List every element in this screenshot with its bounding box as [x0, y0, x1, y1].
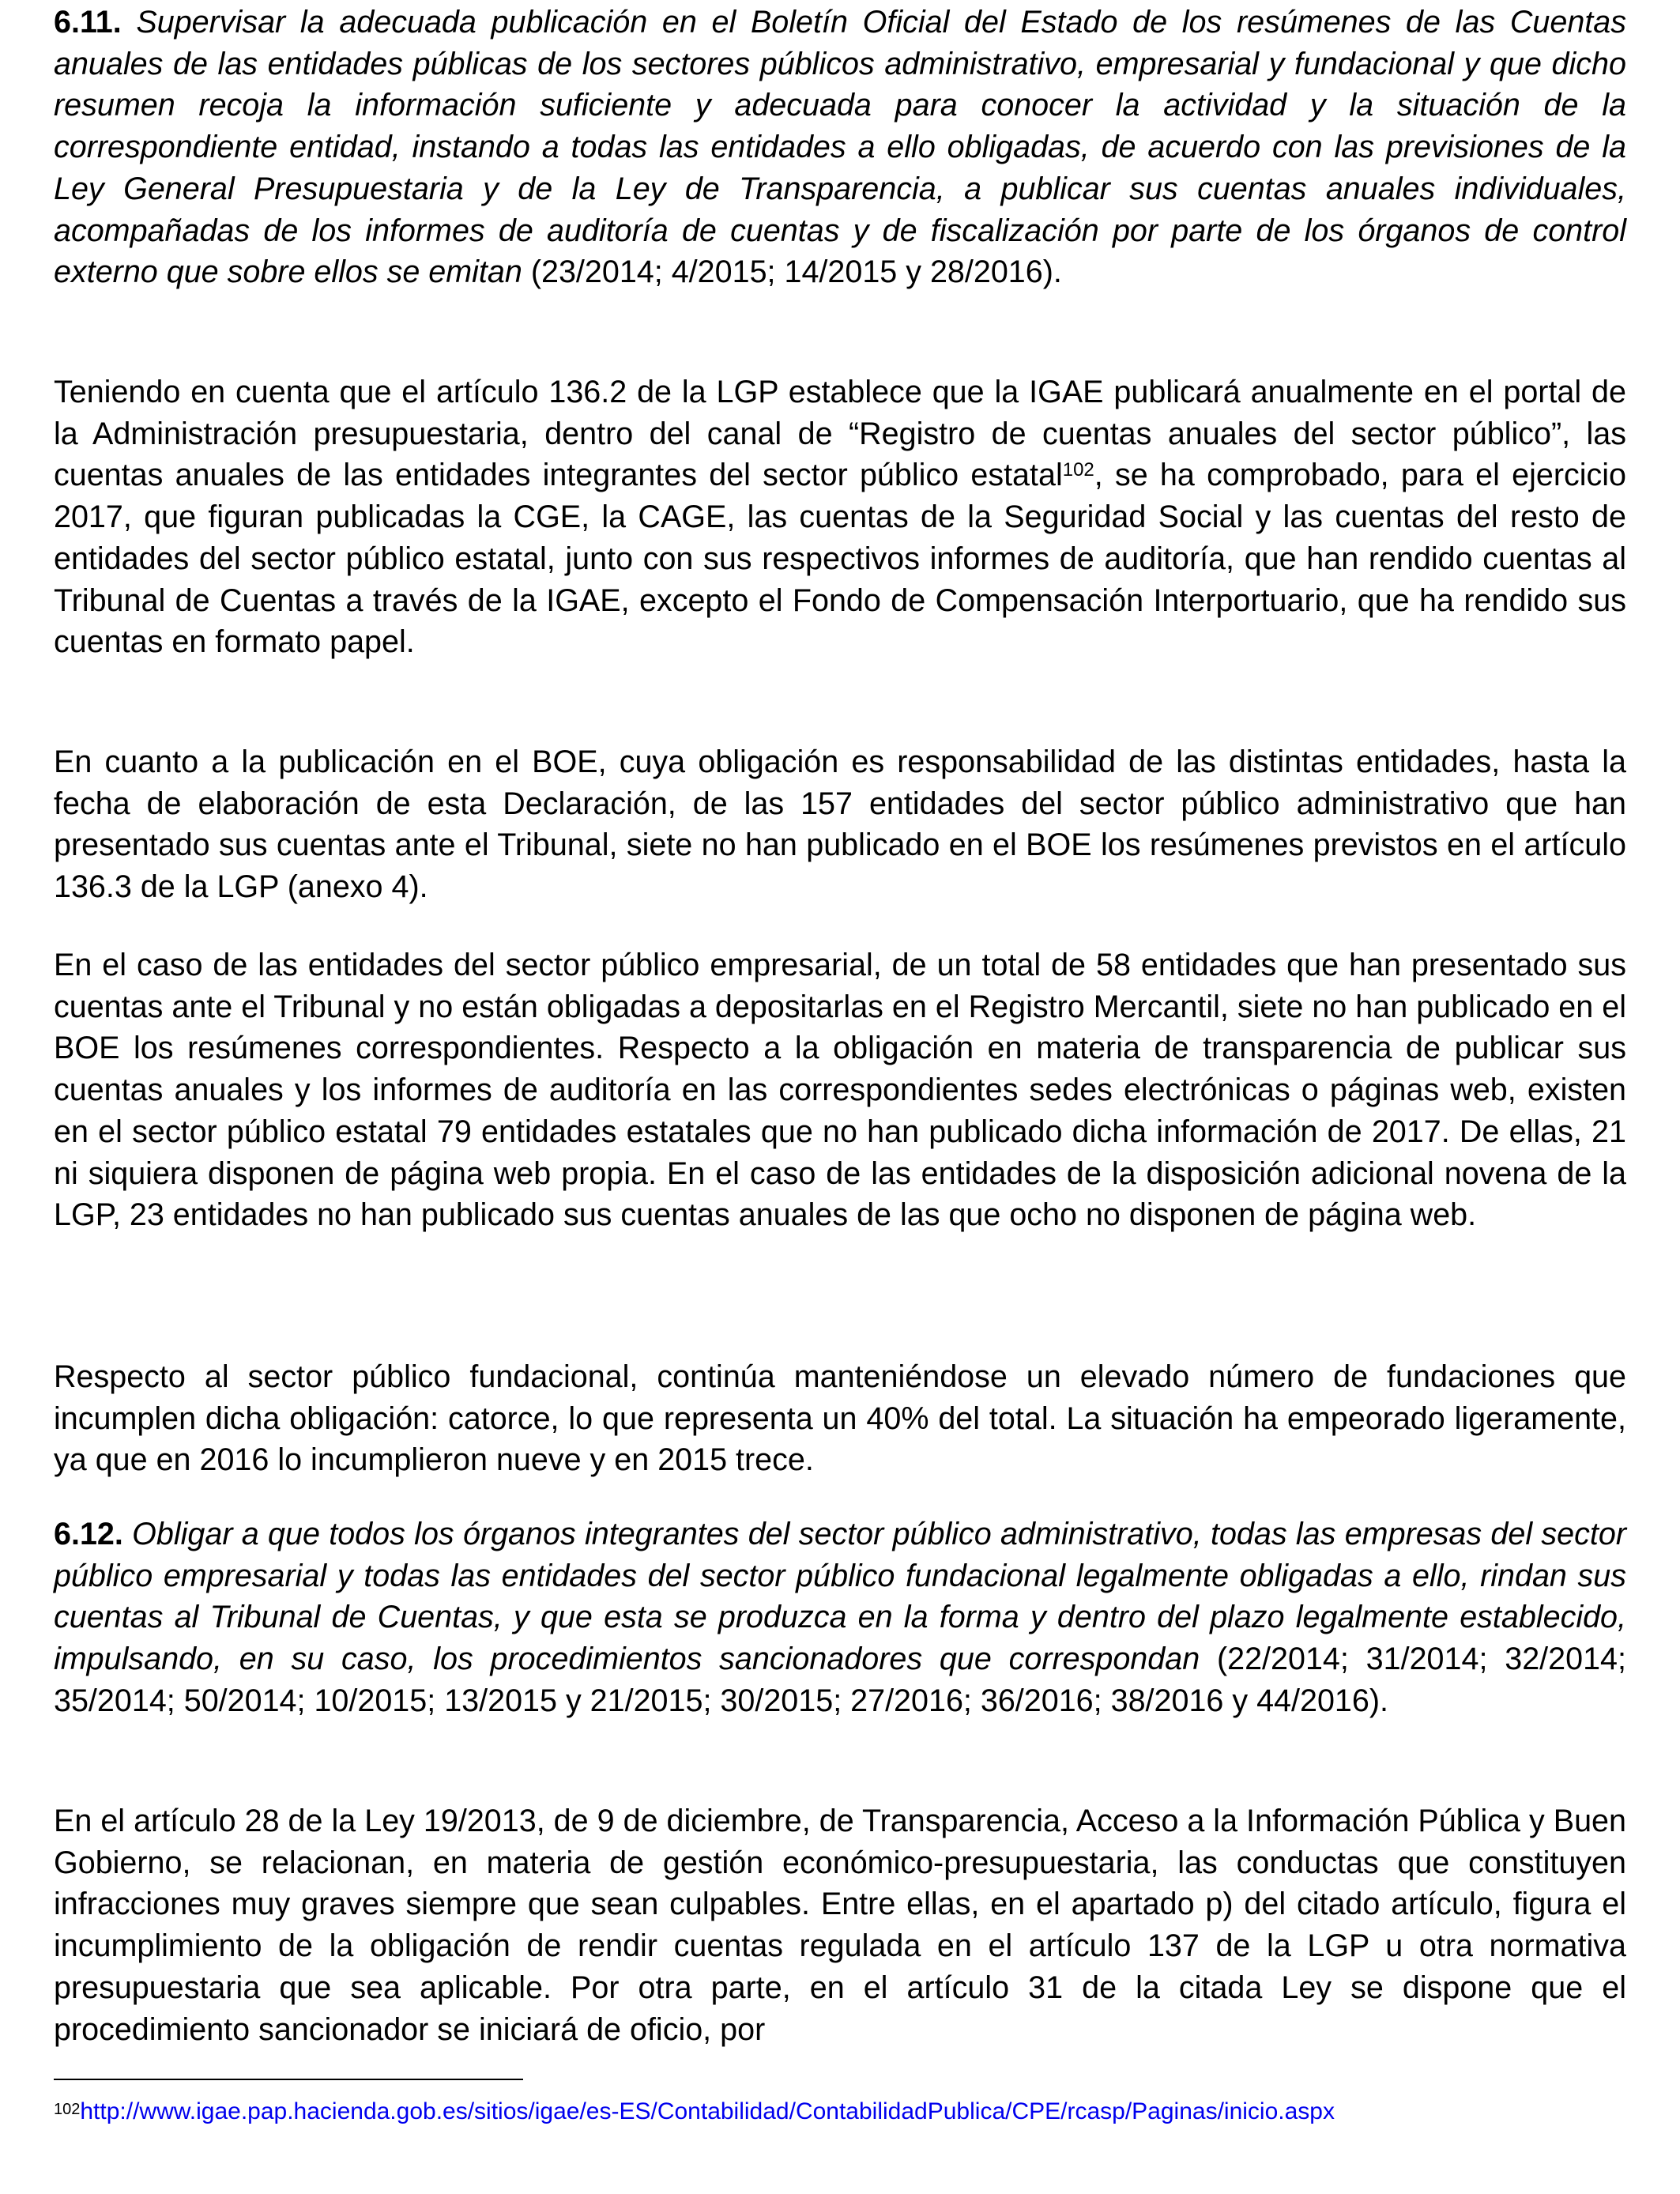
paragraph-text: , se ha comprobado, para el ejercicio 2017, que figuran publicadas la CGE, la CAGE, las cuentas de la Seguridad Social y las cuentas del resto de entidades del sector público estatal, junto con sus respectivos informes de auditoría, que han rendido cuentas al Tribunal de Cuentas a través de la IGAE, excepto el Fondo de Compensación Interportuario, que ha rendido sus cuentas en formato papel.: [54, 458, 1626, 660]
footnote: [54, 2098, 1335, 2126]
footnote-link[interactable]: http://www.igae.pap.hacienda.gob.es/sitios/igae/es-ES/Contabilidad/ContabilidadPublica/CPE/rcasp/Paginas/inicio.aspx: [80, 2098, 1335, 2124]
paragraph-igae-portal: [54, 371, 1626, 663]
paragraph-text: Teniendo en cuenta que el artículo 136.2 de la LGP establece que la IGAE publicará anualmente en el portal de la Administración presupuestaria, dentro del canal de “Registro de cuentas anuales del sector público”, las cuentas anuales de las entidades integrantes del sector público estatal: [54, 375, 1626, 493]
reference-list: (23/2014; 4/2015; 14/2015 y 28/2016).: [522, 254, 1062, 290]
paragraph-boe-administrativo: En cuanto a la publicación en el BOE, cuya obligación es responsabilidad de las distintas entidades, hasta la fecha de elaboración de esta Declaración, de las 157 entidades del sector público administrativo que han presentado sus cuentas ante el Tribunal, siete no han publicado en el BOE los resúmenes previstos en el artículo 136.3 de la LGP (anexo 4).: [54, 745, 1626, 905]
footnote-reference[interactable]: 102: [1062, 459, 1094, 481]
footnote-divider: [54, 2079, 523, 2080]
paragraph-ley-transparencia: En el artículo 28 de la Ley 19/2013, de 9 de diciembre, de Transparencia, Acceso a la Información Pública y Buen Gobierno, se relacionan, en materia de gestión económico-presupuestaria, las conductas que constituyen infracciones muy graves siempre que sean culpables. Entre ellas, en el apartado p) del citado artículo, figura el incumplimiento de la obligación de rendir cuentas regulada en el artículo 137 de la LGP u otra normativa presupuestaria que sea aplicable. Por otra parte, en el artículo 31 de la citada Ley se dispone que el procedimiento sancionador se iniciará de oficio, por: [54, 1804, 1626, 2047]
paragraph-sector-empresarial: En el caso de las entidades del sector público empresarial, de un total de 58 entidades que han presentado sus cuentas ante el Tribunal y no están obligadas a depositarlas en el Registro Mercantil, siete no han publicado en el BOE los resúmenes correspondientes. Respecto a la obligación en materia de transparencia de publicar sus cuentas anuales y los informes de auditoría en las correspondientes sedes electrónicas o páginas web, existen en el sector público estatal 79 entidades estatales que no han publicado dicha información de 2017. De ellas, 21 ni siquiera disponen de página web propia. En el caso de las entidades de la disposición adicional novena de la LGP, 23 entidades no han publicado sus cuentas anuales de las que ocho no disponen de página web.: [54, 948, 1626, 1233]
recommendation-text: Supervisar la adecuada publicación en el Boletín Oficial del Estado de los resúmenes de las Cuentas anuales de las entidades públicas de los sectores públicos administrativo, empresarial y fundacional y que dicho resumen recoja la información suficiente y adecuada para conocer la actividad y la situación de la correspondiente entidad, instando a todas las entidades a ello obligadas, de acuerdo con las previsiones de la Ley General Presupuestaria y de la Ley de Transparencia, a publicar sus cuentas anuales individuales, acompañadas de los informes de auditoría de cuentas y de fiscalización por parte de los órganos de control externo que sobre ellos se emitan: [54, 5, 1626, 290]
recommendation-6-12: [54, 1514, 1626, 1722]
paragraph-sector-fundacional: Respecto al sector público fundacional, continúa manteniéndose un elevado número de fundaciones que incumplen dicha obligación: catorce, lo que representa un 40% del total. La situación ha empeorado ligeramente, ya que en 2016 lo incumplieron nueve y en 2015 trece.: [54, 1359, 1626, 1478]
recommendation-6-11: [54, 2, 1626, 293]
section-number: 6.12.: [54, 1517, 123, 1551]
section-number: 6.11.: [54, 5, 122, 40]
recommendation-text: Obligar a que todos los órganos integrantes del sector público administrativo, todas las empresas del sector público empresarial y todas las entidades del sector público fundacional legalmente obligadas a ello, rindan sus cuentas al Tribunal de Cuentas, y que esta se produzca en la forma y dentro del plazo legalmente establecido, impulsando, en su caso, los procedimientos sancionadores que correspondan: [54, 1517, 1626, 1677]
footnote-mark: 102: [54, 2101, 81, 2118]
reference-list: (22/2014; 31/2014; 32/2014; 35/2014; 50/2014; 10/2015; 13/2015 y 21/2015; 30/2015; 27/2016; 36/2016; 38/2016 y 44/2016).: [54, 1642, 1626, 1718]
